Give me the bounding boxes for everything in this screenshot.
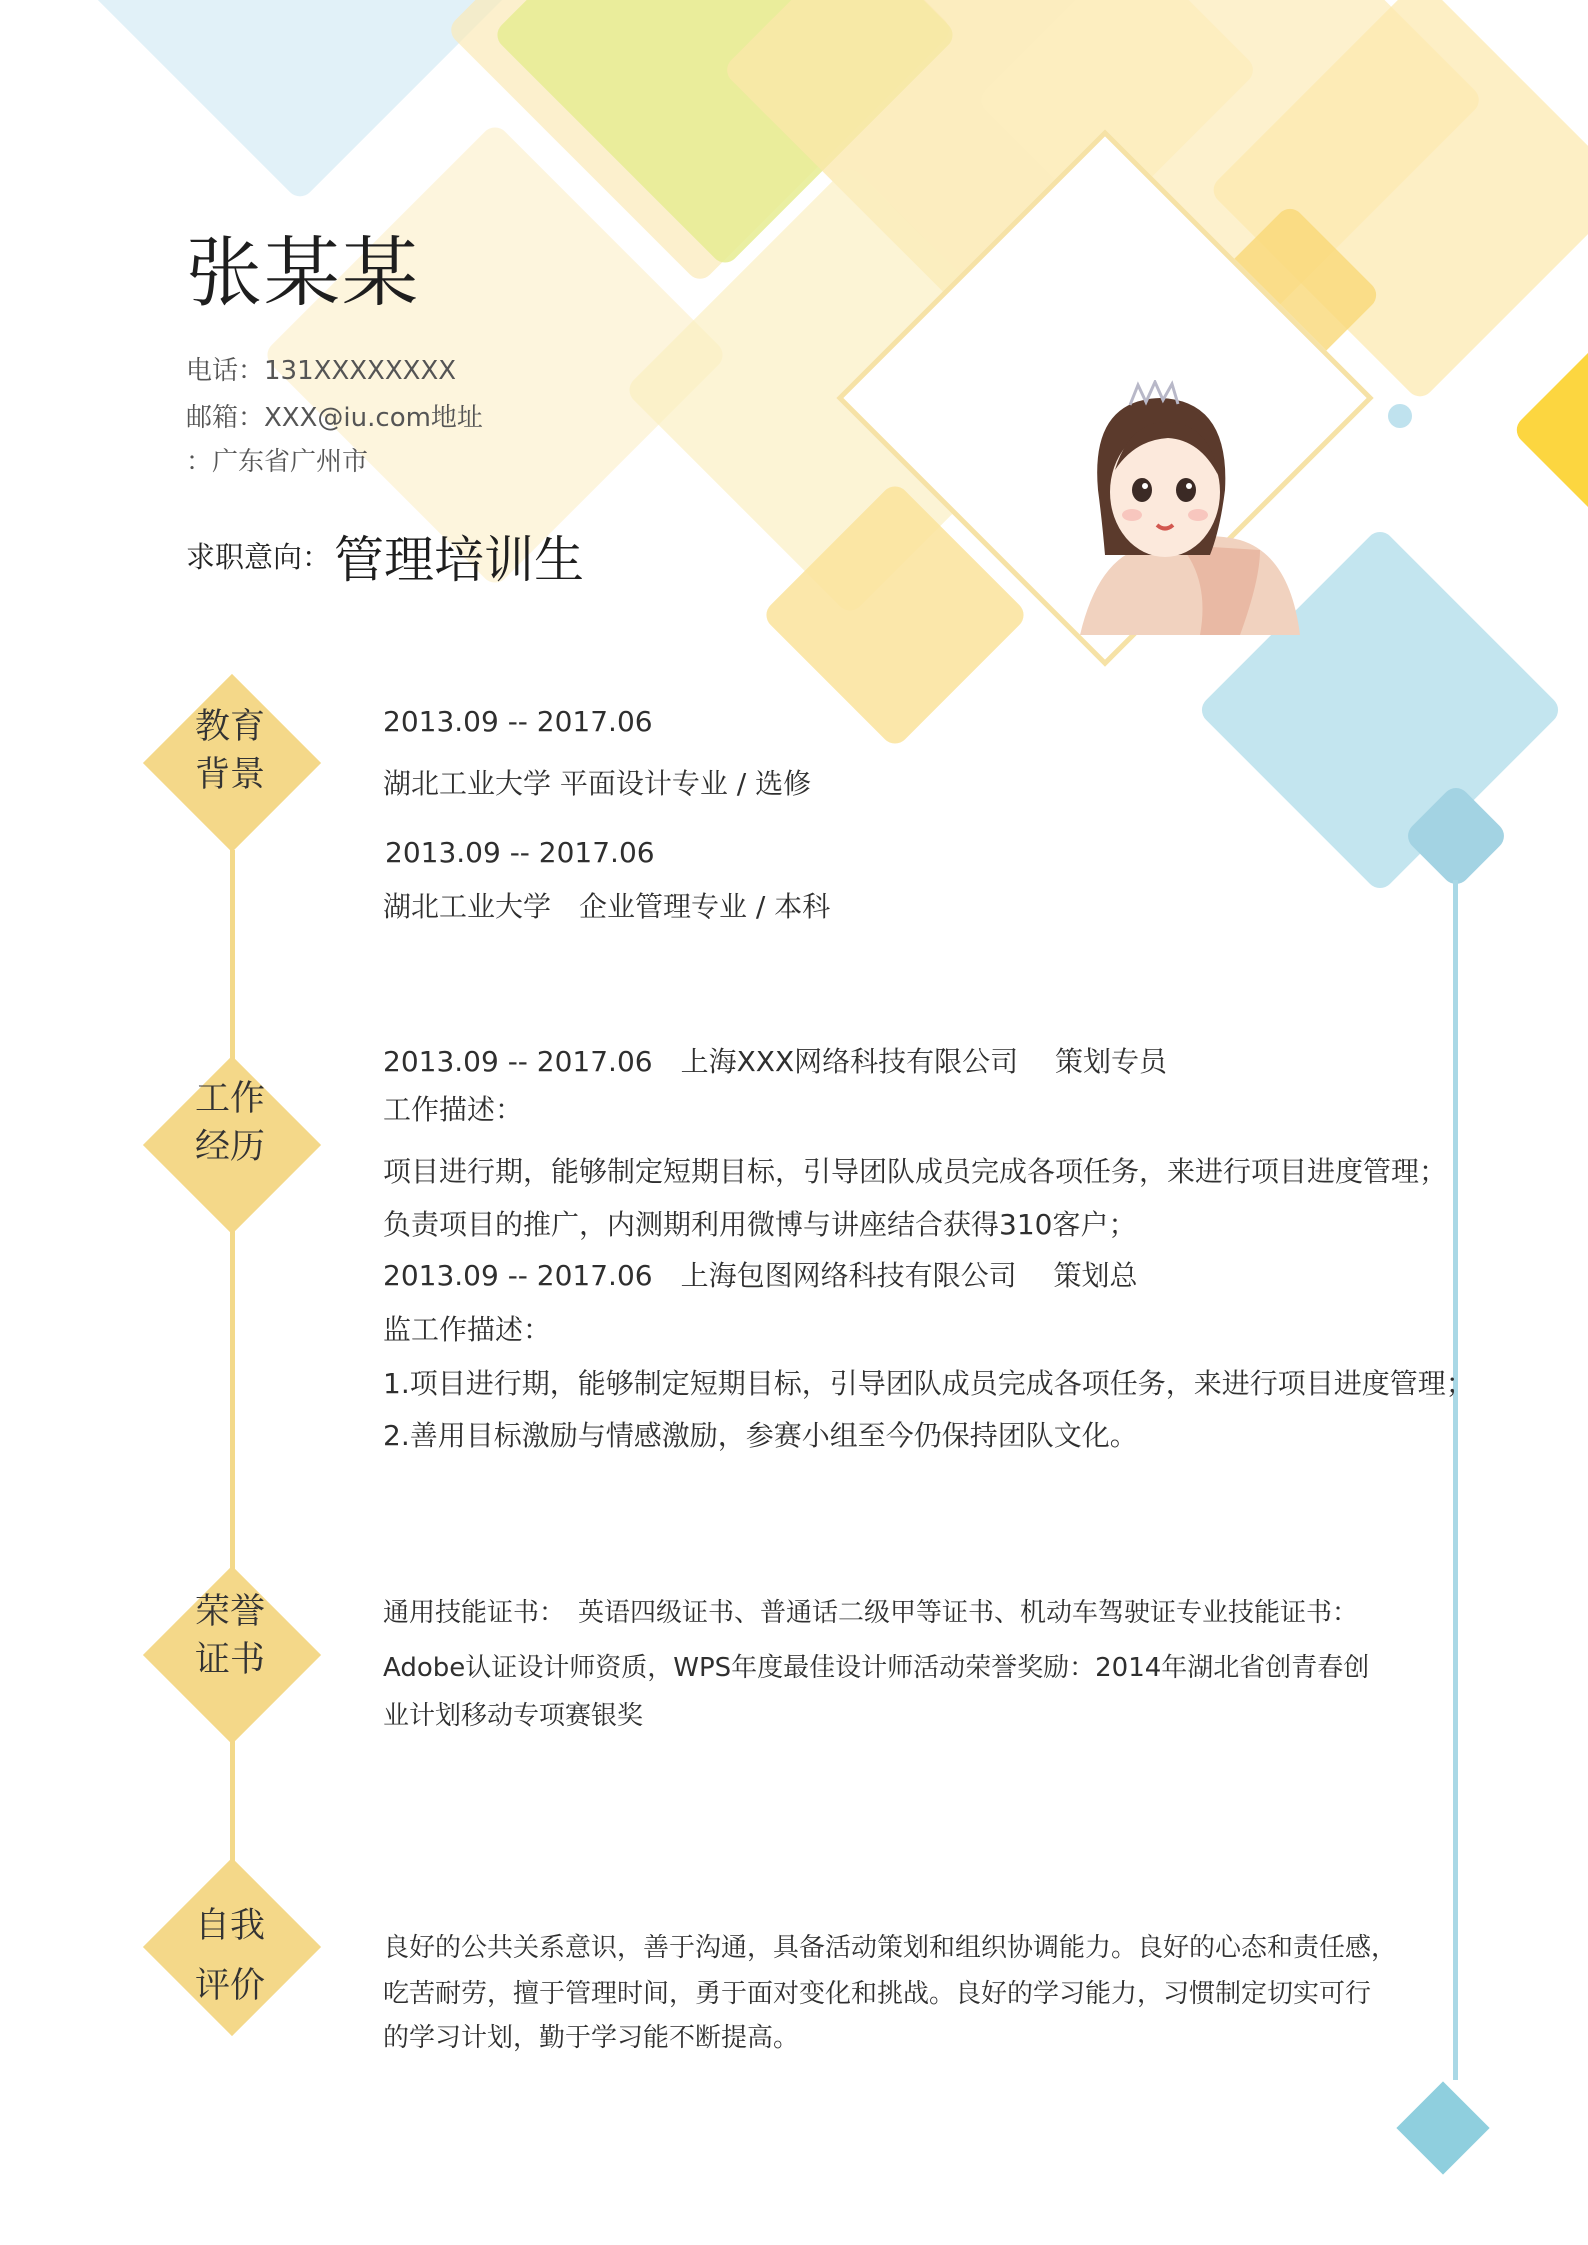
section-title-honors <box>170 1588 290 1684</box>
timeline-line-left <box>230 850 235 2010</box>
section-title-line: 经历 <box>194 1127 265 1167</box>
self-eval-line: 的学习计划，勤于学习能不断提高。 <box>383 2023 800 2053</box>
work-line: 负责项目的推广，内测期利用微博与讲座结合获得310客户； <box>383 1208 1137 1241</box>
timeline-line-right <box>1453 880 1458 2080</box>
section-title-line: 工作 <box>194 1079 265 1119</box>
phone-text: 电话：131XXXXXXXX <box>186 356 457 386</box>
section-title-line: 证书 <box>194 1640 265 1680</box>
honors-line: Adobe认证设计师资质，WPS年度最佳设计师活动荣誉奖励：2014年湖北省创青春创 <box>383 1653 1370 1683</box>
email-text: 邮箱：XXX@iu.com地址 <box>186 403 483 433</box>
work-line: 监工作描述： <box>383 1313 552 1346</box>
candidate-name: 张某某 <box>186 228 420 317</box>
cartoon-avatar-icon <box>1060 380 1340 640</box>
section-title-line: 背景 <box>194 755 265 795</box>
honors-line: 通用技能证书： 英语四级证书、普通话二级甲等证书、机动车驾驶证专业技能证书： <box>383 1598 1359 1628</box>
section-title-line: 教育 <box>194 707 265 747</box>
job-intent-value: 管理培训生 <box>334 531 584 589</box>
work-line: 2013.09 -- 2017.06 上海XXX网络科技有限公司 策划专员 <box>383 1045 1168 1078</box>
education-detail-1: 湖北工业大学 平面设计专业 / 选修 <box>383 767 812 800</box>
section-title-line: 荣誉 <box>194 1592 265 1632</box>
self-eval-line: 良好的公共关系意识，善于沟通，具备活动策划和组织协调能力。良好的心态和责任感， <box>383 1933 1398 1963</box>
work-line: 1.项目进行期，能够制定短期目标，引导团队成员完成各项任务，来进行项目进度管理； <box>383 1367 1474 1400</box>
honors-line: 业计划移动专项赛银奖 <box>383 1701 644 1731</box>
address-text: ：广东省广州市 <box>186 447 369 477</box>
bg-dot-blue <box>1388 404 1412 428</box>
work-line: 工作描述： <box>383 1093 524 1126</box>
section-title-education <box>170 703 290 799</box>
section-title-work <box>170 1075 290 1171</box>
self-eval-line: 吃苦耐劳，擅于管理时间，勇于面对变化和挑战。良好的学习能力，习惯制定切实可行 <box>383 1979 1372 2009</box>
section-title-line: 自我 <box>194 1906 265 1946</box>
section-title-self <box>170 1896 290 2016</box>
bg-diamond-yellow-right <box>1511 331 1588 529</box>
work-line: 2.善用目标激励与情感激励，参赛小组至今仍保持团队文化。 <box>383 1419 1138 1452</box>
education-period-2: 2013.09 -- 2017.06 <box>385 836 655 869</box>
section-title-line: 评价 <box>194 1966 265 2006</box>
profile-avatar <box>1060 380 1340 640</box>
education-detail-2: 湖北工业大学 企业管理专业 / 本科 <box>383 890 831 923</box>
job-intent-label: 求职意向： <box>186 540 332 574</box>
timeline-end-diamond <box>1396 2081 1489 2174</box>
work-line: 2013.09 -- 2017.06 上海包图网络科技有限公司 策划总 <box>383 1259 1138 1292</box>
work-line: 项目进行期，能够制定短期目标，引导团队成员完成各项任务，来进行项目进度管理； <box>383 1155 1448 1188</box>
education-period-1: 2013.09 -- 2017.06 <box>383 705 653 738</box>
